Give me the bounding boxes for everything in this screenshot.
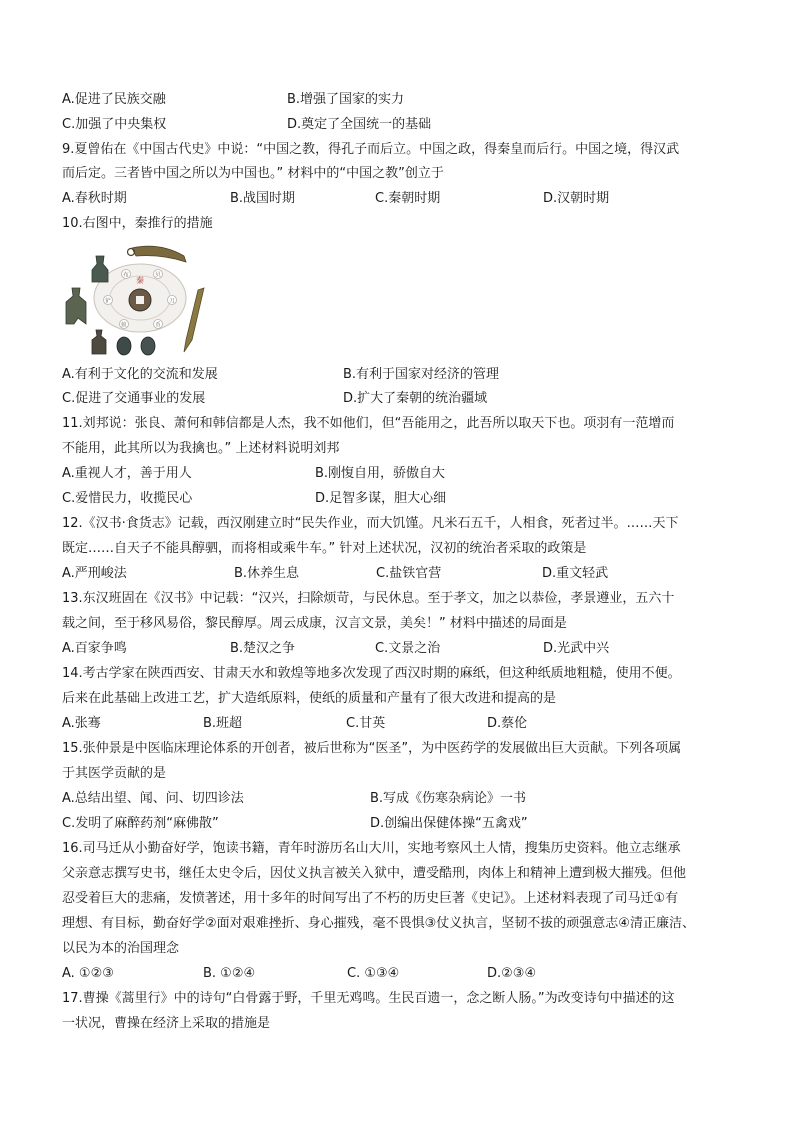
q14-option-a: A.张骞 [62, 716, 101, 731]
q12-option-d: D.重文轻武 [542, 566, 609, 581]
ring-label-3: 刀 [169, 298, 175, 305]
q9-option-d: D.汉朝时期 [543, 191, 610, 206]
q15-stem-line2: 于其医学贡献的是 [62, 766, 167, 781]
carry-option-b: B.增强了国家的实力 [287, 92, 405, 107]
q16-stem-line4: 理想、有目标，勤奋好学②面对艰难挫折、身心摧残，毫不畏惧③仗义执言，坚韧不拔的顽强意志④清正廉洁、 [62, 916, 695, 931]
spade-coin-top-icon [92, 256, 108, 282]
carry-option-d: D.奠定了全国统一的基础 [287, 117, 432, 132]
ring-label-6: 铲 [105, 298, 111, 305]
q15-option-b: B.写成《伤寒杂病论》一书 [370, 791, 527, 806]
q16-option-a: A. ①②③ [62, 966, 114, 981]
q13-option-a: A.百家争鸣 [62, 641, 127, 656]
ring-label-2: 贝 [155, 272, 161, 279]
q9-stem-line1: 9.夏曾佑在《中国古代史》中说：“中国之教，得孔子而后立。中国之政，得秦皇而后行。中国之境，得汉武 [62, 142, 680, 157]
q17-stem-line2: 一状况，曹操在经济上采取的措施是 [62, 1016, 271, 1031]
q14-option-c: C.甘英 [346, 716, 386, 731]
q16-stem-line1: 16.司马迁从小勤奋好学，饱读书籍，青年时游历名山大川，实地考察风土人情，搜集历史资料。他立志继承 [62, 841, 681, 856]
figure-center-label: 秦 [136, 276, 144, 285]
q11-stem-line1: 11.刘邦说：张良、萧何和韩信都是人杰，我不如他们，但“吾能用之，此吾所以取天下也。项羽有一范增而 [62, 416, 675, 431]
q11-option-c: C.爱惜民力，收揽民心 [62, 491, 193, 506]
q15-option-c: C.发明了麻醉药剂“麻佛散” [62, 816, 219, 831]
q11-option-b: B.刚愎自用，骄傲自大 [315, 466, 446, 481]
q16-stem-line5: 以民为本的治国理念 [62, 941, 180, 956]
q12-option-b: B.休养生息 [234, 566, 300, 581]
q14-stem-line1: 14.考古学家在陕西西安、甘肃天水和敦煌等地多次发现了西汉时期的麻纸，但这种纸质地粗糙，使用不便。 [62, 666, 681, 681]
q17-stem-line1: 17.曹操《蒿里行》中的诗句“白骨露于野，千里无鸡鸣。生民百遗一，念之断人肠。”为改变诗句中描述的这 [62, 991, 675, 1006]
q16-option-c: C. ①③④ [347, 966, 400, 981]
knife-coin-ring-icon [128, 249, 135, 256]
q13-option-b: B.楚汉之争 [230, 641, 296, 656]
q11-stem-line2: 不能用，此其所以为我擒也。” 上述材料说明刘邦 [62, 441, 340, 456]
q16-stem-line3: 忍受着巨大的悲痛，发愤著述，用十多年的时间写出了不朽的历史巨著《史记》。上述材料表现了司马迁①有 [62, 891, 679, 906]
ant-nose-coin-2-icon [141, 337, 155, 355]
ring-label-4: 币 [155, 322, 161, 329]
ring-label-1: 布 [123, 272, 129, 279]
knife-coin-top-icon [132, 246, 186, 262]
q15-option-d: D.创编出保健体操“五禽戏” [370, 816, 528, 831]
q16-stem-line2: 父亲意志撰写史书，继任太史令后，因仗义执言被关入狱中，遭受酷刑，肉体上和精神上遭到极大摧残。但他 [62, 866, 687, 881]
q12-option-a: A.严刑峻法 [62, 566, 127, 581]
q14-option-b: B.班超 [203, 716, 243, 731]
q12-stem-line2: 既定……自天子不能具醇驷，而将相或乘牛车。” 针对上述状况，汉初的统治者采取的政策是 [62, 541, 587, 556]
q10-stem: 10.右图中，秦推行的措施 [62, 216, 213, 231]
q13-option-c: C.文景之治 [375, 641, 441, 656]
ring-label-5: 蚁 [121, 322, 127, 329]
q14-option-d: D.蔡伦 [487, 716, 528, 731]
q16-option-d: D.②③④ [487, 966, 537, 981]
q11-option-a: A.重视人才，善于用人 [62, 466, 192, 481]
q10-option-a: A.有利于文化的交流和发展 [62, 367, 218, 382]
coin-square-hole [136, 296, 144, 304]
q15-option-a: A.总结出望、闻、问、切四诊法 [62, 791, 244, 806]
carry-option-c: C.加强了中央集权 [62, 117, 167, 132]
q9-option-b: B.战国时期 [230, 191, 296, 206]
q13-option-d: D.光武中兴 [543, 641, 610, 656]
spade-coin-left-icon [66, 288, 86, 324]
q9-option-c: C.秦朝时期 [375, 191, 441, 206]
knife-coin-right-icon [184, 288, 204, 352]
q10-option-d: D.扩大了秦朝的统治疆域 [343, 391, 488, 406]
q16-option-b: B. ①②④ [203, 966, 256, 981]
carry-option-a: A.促进了民族交融 [62, 92, 166, 107]
qin-currency-figure [62, 244, 222, 356]
q10-option-b: B.有利于国家对经济的管理 [343, 367, 500, 382]
q12-option-c: C.盐铁官营 [376, 566, 442, 581]
q9-option-a: A.春秋时期 [62, 191, 127, 206]
q13-stem-line2: 载之间，至于移风易俗，黎民醇厚。周云成康，汉言文景，美矣！” 材料中描述的局面是 [62, 616, 567, 631]
q15-stem-line1: 15.张仲景是中医临床理论体系的开创者，被后世称为“医圣”，为中医药学的发展做出巨大贡献。下列各项属 [62, 741, 682, 756]
q11-option-d: D.足智多谋，胆大心细 [315, 491, 447, 506]
q10-option-c: C.促进了交通事业的发展 [62, 391, 206, 406]
ant-nose-coin-1-icon [117, 337, 131, 355]
q14-stem-line2: 后来在此基础上改进工艺，扩大造纸原料，使纸的质量和产量有了很大改进和提高的是 [62, 691, 557, 706]
q13-stem-line1: 13.东汉班固在《汉书》中记载：“汉兴，扫除烦苛，与民休息。至于孝文，加之以恭俭，孝景遵业，五六十 [62, 591, 675, 606]
q12-stem-line1: 12.《汉书·食货志》记载，西汉刚建立时“民失作业，而大饥馑。凡米石五千，人相食，死者过半。……天下 [62, 516, 679, 531]
spade-coin-bottom-icon [92, 330, 106, 354]
q9-stem-line2: 而后定。三者皆中国之所以为中国也。” 材料中的“中国之教”创立于 [62, 166, 444, 181]
